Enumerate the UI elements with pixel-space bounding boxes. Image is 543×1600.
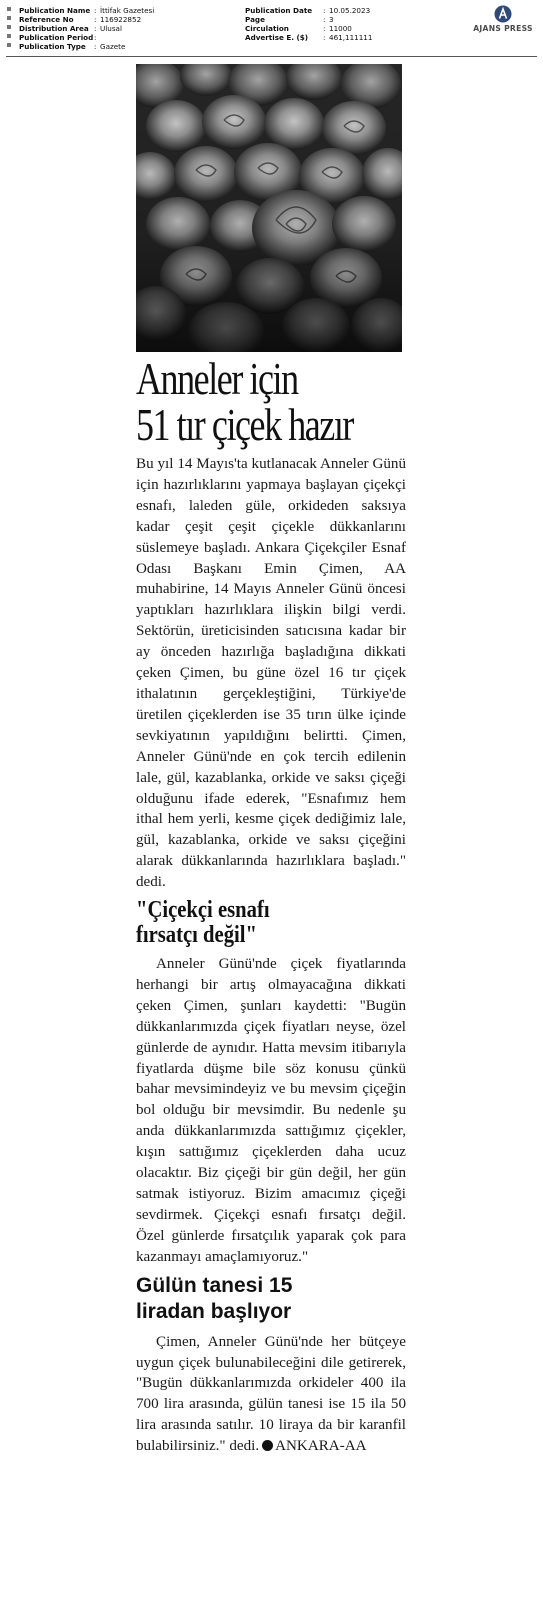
subheading-line: "Çiçekçi esnafı <box>136 897 270 924</box>
meta-label: Circulation <box>245 24 289 33</box>
paragraph-3-text: Çimen, Anneler Günü'nde her bütçeye uygun çiçek bulunabileceğini dile getirerek, "Bugün dükkanlarımızda orkideler 400 ila 700 lira arasında, gülün tanesi ise 15 ila 50 lira arasında satılır. 10 liraya da bir karanfil bulabilirsiniz." dedi. <box>136 1333 406 1455</box>
meta-row <box>19 6 154 15</box>
subheading-line: Gülün tanesi 15 <box>136 1273 293 1297</box>
meta-row <box>245 24 372 33</box>
meta-separator: : <box>94 24 97 33</box>
meta-separator: : <box>94 15 97 24</box>
ajans-press-logo-icon <box>494 5 512 23</box>
meta-label: Distribution Area <box>19 24 89 33</box>
meta-row <box>19 15 154 24</box>
meta-row <box>19 33 154 42</box>
marker-icon <box>7 43 11 47</box>
meta-row <box>245 33 372 42</box>
subheading-1 <box>136 898 411 948</box>
meta-separator: : <box>94 42 97 51</box>
page-value: 3 <box>329 15 334 24</box>
meta-label: Publication Period <box>19 33 94 42</box>
header-divider <box>6 56 537 57</box>
meta-separator: : <box>323 24 326 33</box>
meta-row <box>19 24 154 33</box>
article-headline <box>136 356 408 448</box>
meta-separator: : <box>323 6 326 15</box>
headline-line: 51 tır çiçek hazır <box>136 400 353 450</box>
meta-row <box>245 15 372 24</box>
meta-left-column <box>19 6 154 51</box>
distribution-area-value: Ulusal <box>100 24 122 33</box>
circulation-value: 11000 <box>329 24 352 33</box>
meta-label: Publication Date <box>245 6 313 15</box>
meta-separator: : <box>323 15 326 24</box>
marker-icon <box>7 25 11 29</box>
publication-name-value: İttifak Gazetesi <box>100 6 155 15</box>
article-paragraph-1: Bu yıl 14 Mayıs'ta kutlanacak Anneler Günü için hazırlıklarını yapmaya başlayan çiçekçi esnafı, laleden güle, orkideden saksıya kadar çeşit çeşit çiçekle dükkanlarını süslemeye başladı. Ankara Çiçekçiler Esnaf Odası Başkanı Emin Çimen, AA muhabirine, 14 Mayıs Anneler Günü öncesi yaptıkları hazırlıklara ilişkin bilgi verdi. Sektörün, üreticisinden satıcısına kadar bir ay önceden hazırlığa başladığına dikkati çeken Çimen, bu güne özel 16 tır çiçek ithalatının gerçekleştiğini, Türkiye'de üretilen çiçeklerden ise 35 tırın ülke içinde sevkiyatının yapıldığını belirtti. Çimen, Anneler Günü'nde en çok tercih edilenin lale, gül, kazablanka, orkide ve saksı çiçeği olduğunu ifade ederek, "Esnafımız hem ithal hem yerli, kesme çiçek dediğimiz lale, gül, kazablanka, orkide ve saksı çiçeğini alarak dükkanlarında hazırlıklara başladı." dedi. <box>136 456 406 891</box>
subheading-2 <box>136 1273 406 1325</box>
publication-date-value: 10.05.2023 <box>329 6 371 15</box>
end-mark-icon <box>262 1440 273 1451</box>
meta-label: Advertise E. ($) <box>245 33 309 42</box>
publication-type-value: Gazete <box>100 42 126 51</box>
brand-name: AJANS PRESS <box>473 24 533 33</box>
advertise-value: 461,111111 <box>329 33 373 42</box>
roses-illustration <box>136 64 402 352</box>
meta-separator: : <box>323 33 326 42</box>
meta-label: Reference No <box>19 15 74 24</box>
article-paragraph-2: Anneler Günü'nde çiçek fiyatlarında herhangi bir artış olmayacağına dikkati çeken Çimen, şunları kaydetti: "Bugün dükkanlarımızda çiçek fiyatları neyse, özel günlerde de aynıdır. Hatta mevsim itibarıyla fiyatlarda düşme bile söz konusu çünkü bahar mevsimindeyiz ve bu mevsim çiçeğin bol olduğu bir mevsimdir. Bu nedenle şu anda dükkanlarımızda sattığımız çiçekler, kışın sattığımız çiçeklerden daha ucuz olacaktır. Biz çiçeği bir gün değil, her gün satmak istiyoruz. Bizim amacımız çiçeği sevdirmek. Çiçekçi esnafı fırsatçı değil. Özel günlerde fırsatçılık yaparak çok para kazanmayı amaçlamıyoruz." <box>136 956 406 1265</box>
meta-label: Publication Name <box>19 6 91 15</box>
meta-label: Publication Type <box>19 42 86 51</box>
reference-no-value: 116922852 <box>100 15 142 24</box>
meta-row <box>245 6 372 15</box>
clipping-header <box>0 0 543 58</box>
subheading-line: fırsatçı değil" <box>136 922 257 949</box>
subheading-line: liradan başlıyor <box>136 1299 292 1323</box>
meta-separator: : <box>94 6 97 15</box>
meta-row <box>19 42 154 51</box>
marker-icon <box>7 34 11 38</box>
byline: ANKARA-AA <box>275 1438 367 1455</box>
article <box>136 356 406 1457</box>
meta-label: Page <box>245 15 265 24</box>
marker-icon <box>7 16 11 20</box>
headline-line: Anneler için <box>136 354 298 404</box>
meta-right-column <box>245 6 372 42</box>
ajans-press-brand <box>470 5 536 33</box>
header-markers <box>7 7 15 52</box>
marker-icon <box>7 7 11 11</box>
meta-separator: : <box>94 33 97 42</box>
article-paragraph-3 <box>136 1332 406 1457</box>
roses-photo <box>136 64 402 352</box>
